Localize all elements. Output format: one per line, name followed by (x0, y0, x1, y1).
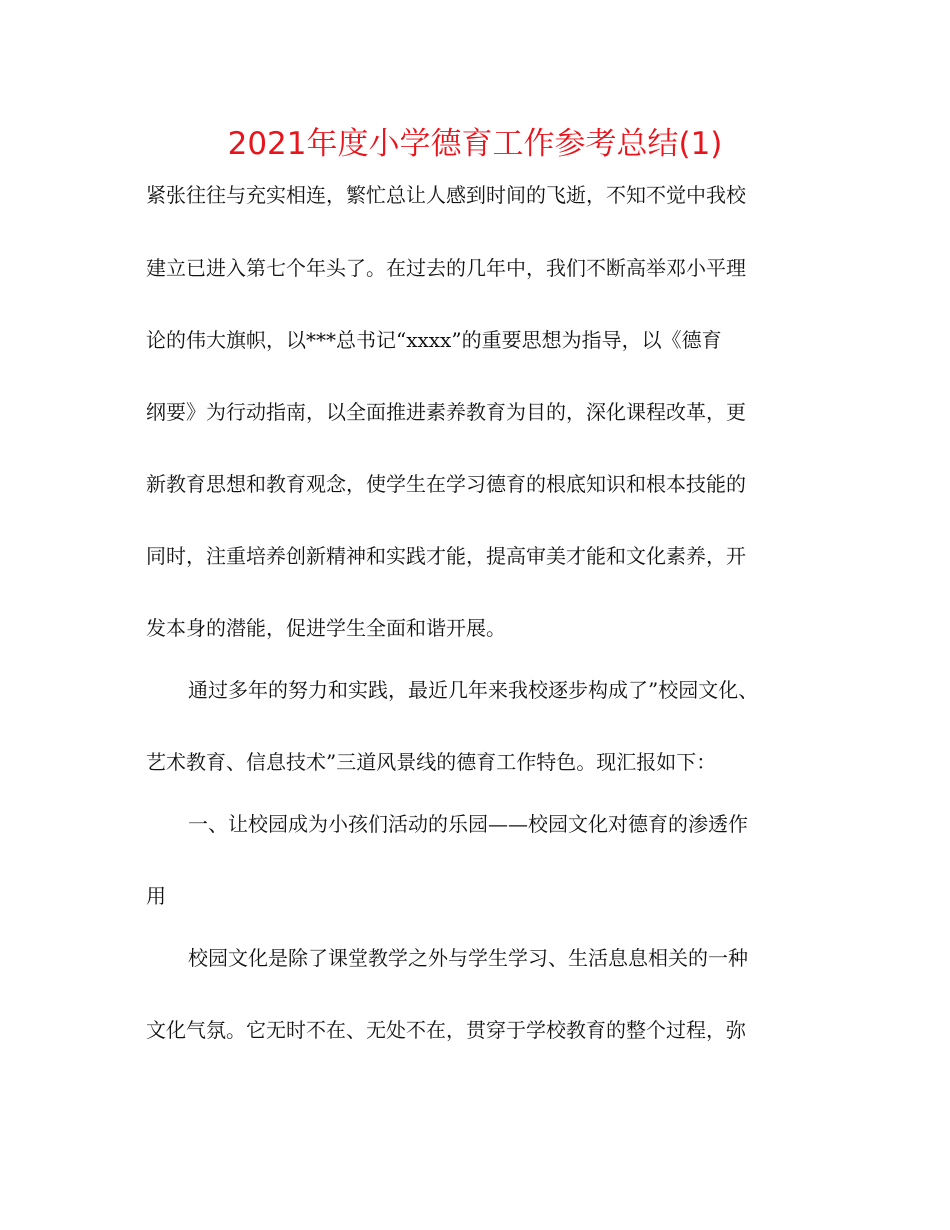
text-line: 建立已进入第七个年头了。在过去的几年中，我们不断高举邓小平理 (146, 256, 746, 280)
text-line: 通过多年的努力和实践，最近几年来我校逐步构成了”校园文化、 (188, 678, 759, 702)
text-line: 艺术教育、信息技术”三道风景线的德育工作特色。现汇报如下： (146, 750, 717, 774)
text-line: 论的伟大旗帜，以***总书记“xxxx”的重要思想为指导，以《德育 (146, 328, 722, 352)
text-line: 校园文化是除了课堂教学之外与学生学习、生活息息相关的一种 (188, 946, 748, 970)
text-line: 文化气氛。它无时不在、无处不在，贯穿于学校教育的整个过程，弥 (146, 1018, 746, 1042)
document-title: 2021年度小学德育工作参考总结(1) (227, 126, 723, 162)
text-line: 用 (146, 884, 166, 908)
text-line: 一、让校园成为小孩们活动的乐园——校园文化对德育的渗透作 (188, 812, 748, 836)
text-line: 新教育思想和教育观念，使学生在学习德育的根底知识和根本技能的 (146, 472, 746, 496)
text-line: 发本身的潜能，促进学生全面和谐开展。 (146, 616, 506, 640)
text-line: 同时，注重培养创新精神和实践才能，提高审美才能和文化素养，开 (146, 544, 746, 568)
text-line: 纲要》为行动指南，以全面推进素养教育为目的，深化课程改革，更 (146, 400, 746, 424)
text-line: 紧张往往与充实相连，繁忙总让人感到时间的飞逝，不知不觉中我校 (146, 183, 746, 207)
